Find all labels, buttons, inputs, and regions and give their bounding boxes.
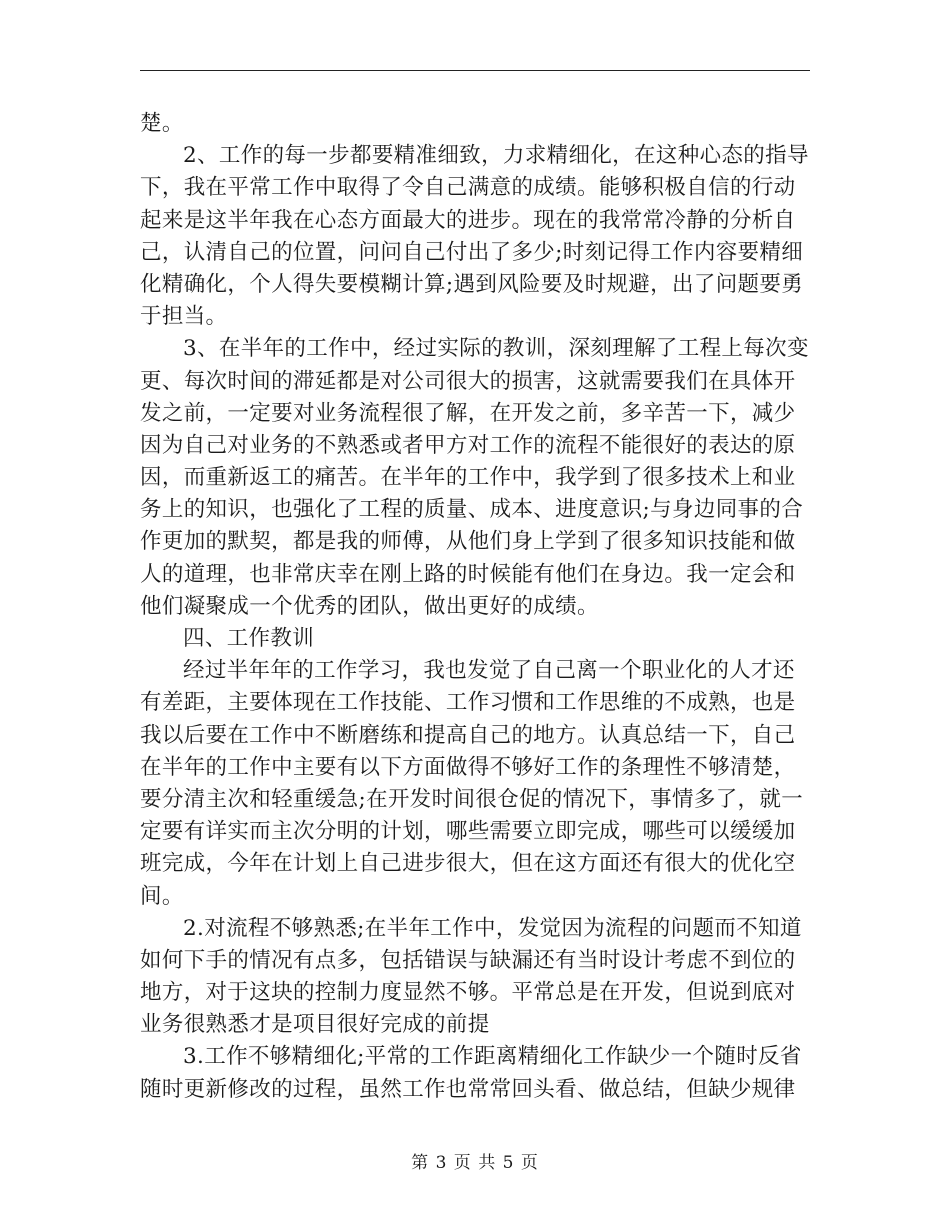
text-line: 因为自己对业务的不熟悉或者甲方对工作的流程不能很好的表达的原 bbox=[140, 432, 796, 458]
text-line: 化精确化，个人得失要模糊计算;遇到风险要及时规避，出了问题要勇 bbox=[140, 271, 804, 297]
text-line: 我以后要在工作中不断磨练和提高自己的地方。认真总结一下，自己 bbox=[140, 722, 796, 748]
text-line: 楚。 bbox=[140, 111, 184, 136]
text-line: 于担当。 bbox=[140, 304, 228, 330]
text-line: 2、工作的每一步都要精准细致，力求精细化，在这种心态的指导 bbox=[183, 143, 809, 169]
text-line: 在半年的工作中主要有以下方面做得不够好工作的条理性不够清楚， bbox=[140, 754, 796, 780]
text-line: 下，我在平常工作中取得了令自己满意的成绩。能够积极自信的行动 bbox=[140, 175, 796, 201]
text-line: 定要有详实而主次分明的计划，哪些需要立即完成，哪些可以缓缓加 bbox=[140, 819, 796, 845]
text-line: 己，认清自己的位置，问问自己付出了多少;时刻记得工作内容要精细 bbox=[140, 239, 804, 265]
text-line: 作更加的默契，都是我的师傅，从他们身上学到了很多知识技能和做 bbox=[140, 529, 796, 555]
text-line: 起来是这半年我在心态方面最大的进步。现在的我常常冷静的分析自 bbox=[140, 207, 796, 233]
text-line: 3、在半年的工作中，经过实际的教训，深刻理解了工程上每次变 bbox=[183, 336, 809, 362]
text-line: 如何下手的情况有点多，包括错误与缺漏还有当时设计考虑不到位的 bbox=[140, 947, 796, 973]
text-line: 因，而重新返工的痛苦。在半年的工作中，我学到了很多技术上和业 bbox=[140, 465, 796, 491]
text-line: 地方，对于这块的控制力度显然不够。平常总是在开发，但说到底对 bbox=[140, 980, 796, 1006]
text-line: 2.对流程不够熟悉;在半年工作中，发觉因为流程的问题而不知道 bbox=[183, 915, 802, 941]
text-line: 要分清主次和轻重缓急;在开发时间很仓促的情况下，事情多了，就一 bbox=[140, 786, 804, 812]
text-line: 间。 bbox=[140, 883, 184, 909]
text-line: 业务很熟悉才是项目很好完成的前提 bbox=[140, 1012, 490, 1038]
text-line: 随时更新修改的过程，虽然工作也常常回头看、做总结，但缺少规律 bbox=[140, 1076, 796, 1102]
text-line: 发之前，一定要对业务流程很了解，在开发之前，多辛苦一下，减少 bbox=[140, 400, 796, 426]
text-line: 经过半年年的工作学习，我也发觉了自己离一个职业化的人才还 bbox=[183, 658, 795, 684]
header-rule bbox=[140, 70, 810, 71]
text-line: 有差距，主要体现在工作技能、工作习惯和工作思维的不成熟，也是 bbox=[140, 690, 796, 716]
text-line: 人的道理，也非常庆幸在刚上路的时候能有他们在身边。我一定会和 bbox=[140, 561, 796, 587]
document-body bbox=[140, 108, 812, 1106]
text-line: 3.工作不够精细化;平常的工作距离精细化工作缺少一个随时反省 bbox=[183, 1044, 802, 1070]
text-line: 务上的知识，也强化了工程的质量、成本、进度意识;与身边同事的合 bbox=[140, 497, 804, 523]
text-line: 班完成，今年在计划上自己进步很大，但在这方面还有很大的优化空 bbox=[140, 851, 796, 877]
text-line: 更、每次时间的滞延都是对公司很大的损害，这就需要我们在具体开 bbox=[140, 368, 796, 394]
page-footer: 第 3 页 共 5 页 bbox=[411, 1153, 539, 1173]
text-line: 他们凝聚成一个优秀的团队，做出更好的成绩。 bbox=[140, 593, 599, 619]
text-line: 四、工作教训 bbox=[183, 626, 315, 651]
